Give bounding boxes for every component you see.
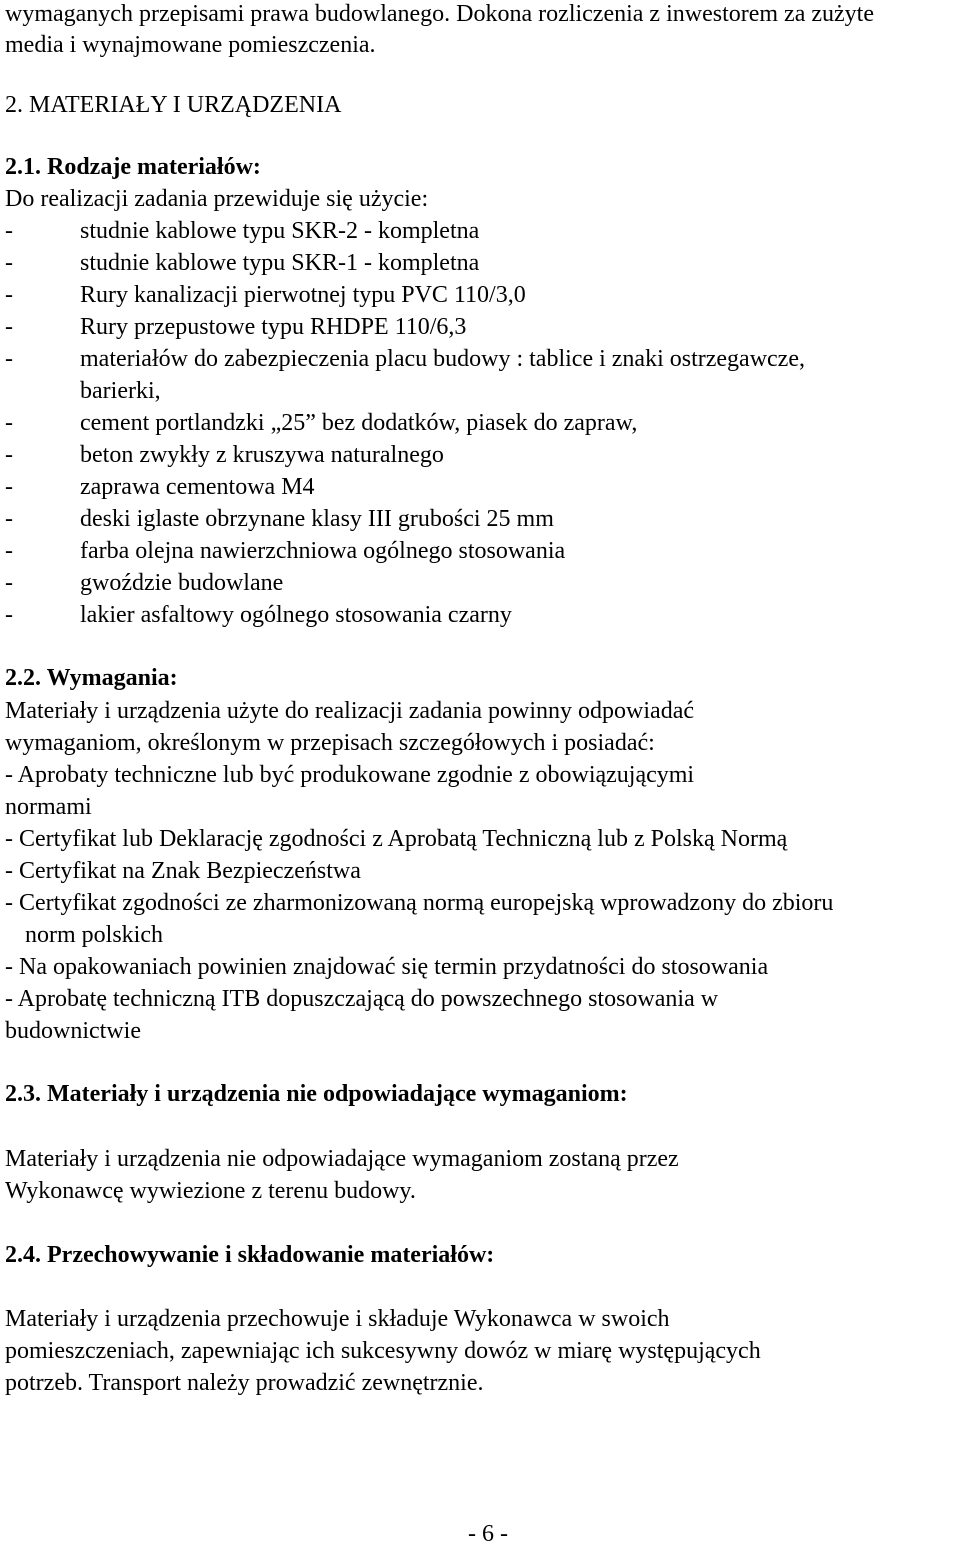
list-dash: -	[5, 282, 13, 308]
list-item: gwoździe budowlane	[80, 570, 284, 596]
list-dash: -	[5, 538, 13, 564]
intro-line-2: media i wynajmowane pomieszczenia.	[5, 32, 376, 58]
list-dash: -	[5, 506, 13, 532]
list-dash: -	[5, 474, 13, 500]
list-dash: -	[5, 314, 13, 340]
section-2-4-text: potrzeb. Transport należy prowadzić zewnętrznie.	[5, 1370, 484, 1396]
list-item: Rury przepustowe typu RHDPE 110/6,3	[80, 314, 467, 340]
requirements-line: - Na opakowaniach powinien znajdować się termin przydatności do stosowania	[5, 954, 769, 980]
list-item: farba olejna nawierzchniowa ogólnego stosowania	[80, 538, 566, 564]
section-2-4-text: pomieszczeniach, zapewniając ich sukcesywny dowóz w miarę występujących	[5, 1338, 761, 1364]
requirements-line: - Aprobatę techniczną ITB dopuszczającą do powszechnego stosowania w	[5, 986, 719, 1012]
requirements-line: - Certyfikat zgodności ze zharmonizowaną normą europejską wprowadzony do zbioru	[5, 890, 834, 916]
requirements-line: budownictwie	[5, 1018, 141, 1044]
list-dash: -	[5, 602, 13, 628]
requirements-line: normami	[5, 794, 92, 820]
page-number: - 6 -	[468, 1521, 508, 1547]
list-item: cement portlandzki „25” bez dodatków, piasek do zapraw,	[80, 410, 638, 436]
list-dash: -	[5, 218, 13, 244]
list-item: beton zwykły z kruszywa naturalnego	[80, 442, 444, 468]
list-item: studnie kablowe typu SKR-2 - kompletna	[80, 218, 480, 244]
list-item: deski iglaste obrzynane klasy III grubości 25 mm	[80, 506, 554, 532]
list-dash: -	[5, 250, 13, 276]
list-dash: -	[5, 346, 13, 372]
requirements-line: Materiały i urządzenia użyte do realizacji zadania powinny odpowiadać	[5, 698, 695, 724]
list-item: Rury kanalizacji pierwotnej typu PVC 110/3,0	[80, 282, 526, 308]
intro-line-1: wymaganych przepisami prawa budowlanego. Dokona rozliczenia z inwestorem za zużyte	[5, 1, 874, 27]
list-item: lakier asfaltowy ogólnego stosowania czarny	[80, 602, 512, 628]
section-2-heading: 2. MATERIAŁY I URZĄDZENIA	[5, 92, 342, 118]
section-2-2-heading: 2.2. Wymagania:	[5, 665, 178, 691]
section-2-3-text: Materiały i urządzenia nie odpowiadające wymaganiom zostaną przez	[5, 1146, 679, 1172]
requirements-line: - Certyfikat na Znak Bezpieczeństwa	[5, 858, 361, 884]
requirements-line: norm polskich	[25, 922, 163, 948]
list-item: zaprawa cementowa M4	[80, 474, 315, 500]
section-2-1-heading: 2.1. Rodzaje materiałów:	[5, 154, 261, 180]
section-2-1-intro: Do realizacji zadania przewiduje się użycie:	[5, 186, 429, 212]
section-2-3-heading: 2.3. Materiały i urządzenia nie odpowiadające wymaganiom:	[5, 1081, 628, 1107]
list-item: studnie kablowe typu SKR-1 - kompletna	[80, 250, 480, 276]
list-item-continuation: barierki,	[80, 378, 161, 404]
requirements-line: - Certyfikat lub Deklarację zgodności z Aprobatą Techniczną lub z Polską Normą	[5, 826, 788, 852]
list-item: materiałów do zabezpieczenia placu budowy : tablice i znaki ostrzegawcze,	[80, 346, 805, 372]
list-dash: -	[5, 410, 13, 436]
section-2-3-text: Wykonawcę wywiezione z terenu budowy.	[5, 1178, 416, 1204]
list-dash: -	[5, 570, 13, 596]
requirements-line: - Aprobaty techniczne lub być produkowane zgodnie z obowiązującymi	[5, 762, 695, 788]
section-2-4-text: Materiały i urządzenia przechowuje i składuje Wykonawca w swoich	[5, 1306, 670, 1332]
requirements-line: wymaganiom, określonym w przepisach szczegółowych i posiadać:	[5, 730, 655, 756]
list-dash: -	[5, 442, 13, 468]
section-2-4-heading: 2.4. Przechowywanie i składowanie materiałów:	[5, 1242, 495, 1268]
